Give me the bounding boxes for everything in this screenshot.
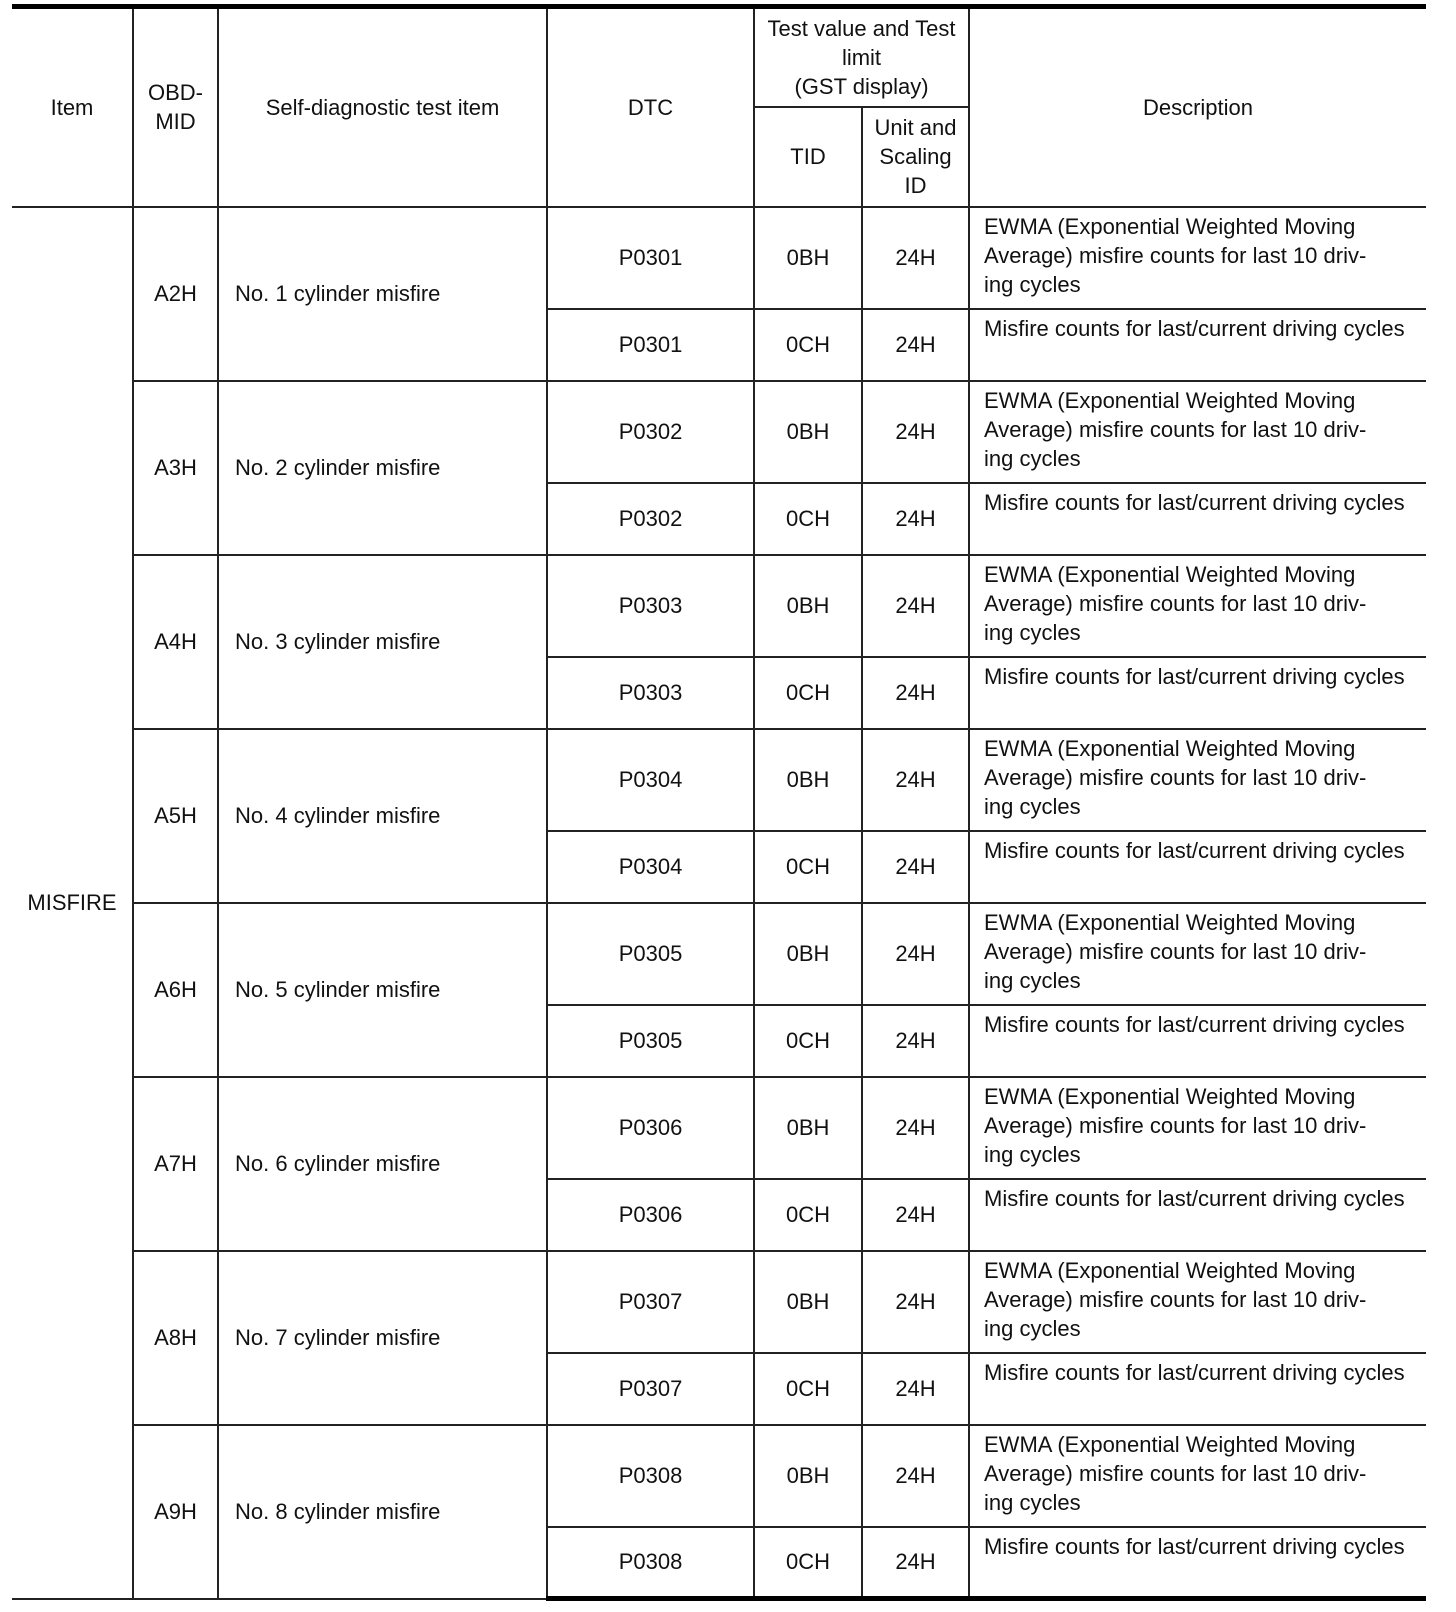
- description-cell: EWMA (Exponential Weighted Moving Average) misfire counts for last 10 driv- ing cycles: [969, 555, 1426, 657]
- obd-mid-cell: A4H: [133, 555, 218, 729]
- unit-scaling-cell: 24H: [862, 1527, 969, 1599]
- dtc-cell: P0306: [547, 1077, 754, 1179]
- table-row: [12, 555, 1426, 657]
- table-row: [12, 381, 1426, 483]
- description-cell: Misfire counts for last/current driving cycles: [969, 831, 1426, 903]
- header-obd-mid: OBD- MID: [133, 7, 218, 207]
- dtc-cell: P0307: [547, 1251, 754, 1353]
- obd-mid-cell: A8H: [133, 1251, 218, 1425]
- test-item-cell: No. 5 cylinder misfire: [218, 903, 547, 1077]
- dtc-cell: P0303: [547, 657, 754, 729]
- obd-mid-cell: A3H: [133, 381, 218, 555]
- obd-mid-cell: A2H: [133, 207, 218, 381]
- description-cell: EWMA (Exponential Weighted Moving Average) misfire counts for last 10 driv- ing cycles: [969, 381, 1426, 483]
- dtc-cell: P0302: [547, 483, 754, 555]
- description-cell: Misfire counts for last/current driving cycles: [969, 1005, 1426, 1077]
- dtc-cell: P0302: [547, 381, 754, 483]
- table-header: [12, 7, 1426, 207]
- unit-scaling-cell: 24H: [862, 555, 969, 657]
- dtc-cell: P0306: [547, 1179, 754, 1251]
- tid-cell: 0BH: [754, 1251, 862, 1353]
- header-tid: TID: [754, 107, 862, 207]
- tid-cell: 0BH: [754, 207, 862, 309]
- obd-mid-cell: A5H: [133, 729, 218, 903]
- dtc-cell: P0304: [547, 729, 754, 831]
- tid-cell: 0CH: [754, 483, 862, 555]
- dtc-cell: P0301: [547, 309, 754, 381]
- misfire-test-table: [12, 4, 1426, 1601]
- test-item-cell: No. 1 cylinder misfire: [218, 207, 547, 381]
- description-cell: Misfire counts for last/current driving cycles: [969, 483, 1426, 555]
- dtc-cell: P0308: [547, 1527, 754, 1599]
- dtc-cell: P0301: [547, 207, 754, 309]
- table-body: [12, 207, 1426, 1599]
- tid-cell: 0BH: [754, 1425, 862, 1527]
- test-item-cell: No. 3 cylinder misfire: [218, 555, 547, 729]
- unit-scaling-cell: 24H: [862, 657, 969, 729]
- tid-cell: 0CH: [754, 309, 862, 381]
- tid-cell: 0CH: [754, 1179, 862, 1251]
- description-cell: Misfire counts for last/current driving cycles: [969, 1527, 1426, 1599]
- description-cell: EWMA (Exponential Weighted Moving Average) misfire counts for last 10 driv- ing cycles: [969, 1425, 1426, 1527]
- tid-cell: 0BH: [754, 555, 862, 657]
- description-cell: Misfire counts for last/current driving cycles: [969, 1179, 1426, 1251]
- tid-cell: 0BH: [754, 729, 862, 831]
- dtc-cell: P0305: [547, 903, 754, 1005]
- description-cell: Misfire counts for last/current driving cycles: [969, 657, 1426, 729]
- header-test-value-group: Test value and Test limit (GST display): [754, 7, 969, 107]
- dtc-cell: P0305: [547, 1005, 754, 1077]
- header-item: Item: [12, 7, 133, 207]
- table-row: [12, 1077, 1426, 1179]
- tid-cell: 0BH: [754, 903, 862, 1005]
- tid-cell: 0CH: [754, 831, 862, 903]
- header-unit-scaling-id: Unit and Scaling ID: [862, 107, 969, 207]
- obd-mid-cell: A6H: [133, 903, 218, 1077]
- description-cell: EWMA (Exponential Weighted Moving Average) misfire counts for last 10 driv- ing cycles: [969, 1251, 1426, 1353]
- dtc-cell: P0308: [547, 1425, 754, 1527]
- test-item-cell: No. 2 cylinder misfire: [218, 381, 547, 555]
- test-item-cell: No. 4 cylinder misfire: [218, 729, 547, 903]
- description-cell: EWMA (Exponential Weighted Moving Average) misfire counts for last 10 driv- ing cycles: [969, 1077, 1426, 1179]
- table-row: [12, 729, 1426, 831]
- dtc-cell: P0304: [547, 831, 754, 903]
- unit-scaling-cell: 24H: [862, 831, 969, 903]
- test-item-cell: No. 7 cylinder misfire: [218, 1251, 547, 1425]
- tid-cell: 0CH: [754, 657, 862, 729]
- tid-cell: 0CH: [754, 1005, 862, 1077]
- dtc-cell: P0307: [547, 1353, 754, 1425]
- unit-scaling-cell: 24H: [862, 1251, 969, 1353]
- unit-scaling-cell: 24H: [862, 903, 969, 1005]
- description-cell: EWMA (Exponential Weighted Moving Average) misfire counts for last 10 driv- ing cycles: [969, 903, 1426, 1005]
- test-item-cell: No. 8 cylinder misfire: [218, 1425, 547, 1599]
- unit-scaling-cell: 24H: [862, 1425, 969, 1527]
- item-cell: MISFIRE: [12, 207, 133, 1599]
- table-row: [12, 903, 1426, 1005]
- obd-mid-cell: A9H: [133, 1425, 218, 1599]
- diagnostic-table-wrapper: [12, 4, 1426, 1601]
- header-description: Description: [969, 7, 1426, 207]
- unit-scaling-cell: 24H: [862, 309, 969, 381]
- table-row: [12, 1251, 1426, 1353]
- unit-scaling-cell: 24H: [862, 207, 969, 309]
- unit-scaling-cell: 24H: [862, 1353, 969, 1425]
- header-test-item: Self-diagnostic test item: [218, 7, 547, 207]
- unit-scaling-cell: 24H: [862, 1077, 969, 1179]
- table-row: [12, 207, 1426, 309]
- header-dtc: DTC: [547, 7, 754, 207]
- tid-cell: 0BH: [754, 381, 862, 483]
- tid-cell: 0CH: [754, 1353, 862, 1425]
- table-row: [12, 1425, 1426, 1527]
- tid-cell: 0CH: [754, 1527, 862, 1599]
- unit-scaling-cell: 24H: [862, 381, 969, 483]
- dtc-cell: P0303: [547, 555, 754, 657]
- description-cell: Misfire counts for last/current driving cycles: [969, 309, 1426, 381]
- test-item-cell: No. 6 cylinder misfire: [218, 1077, 547, 1251]
- unit-scaling-cell: 24H: [862, 729, 969, 831]
- unit-scaling-cell: 24H: [862, 483, 969, 555]
- tid-cell: 0BH: [754, 1077, 862, 1179]
- description-cell: EWMA (Exponential Weighted Moving Average) misfire counts for last 10 driv- ing cycles: [969, 729, 1426, 831]
- description-cell: Misfire counts for last/current driving cycles: [969, 1353, 1426, 1425]
- unit-scaling-cell: 24H: [862, 1005, 969, 1077]
- unit-scaling-cell: 24H: [862, 1179, 969, 1251]
- obd-mid-cell: A7H: [133, 1077, 218, 1251]
- description-cell: EWMA (Exponential Weighted Moving Average) misfire counts for last 10 driv- ing cycles: [969, 207, 1426, 309]
